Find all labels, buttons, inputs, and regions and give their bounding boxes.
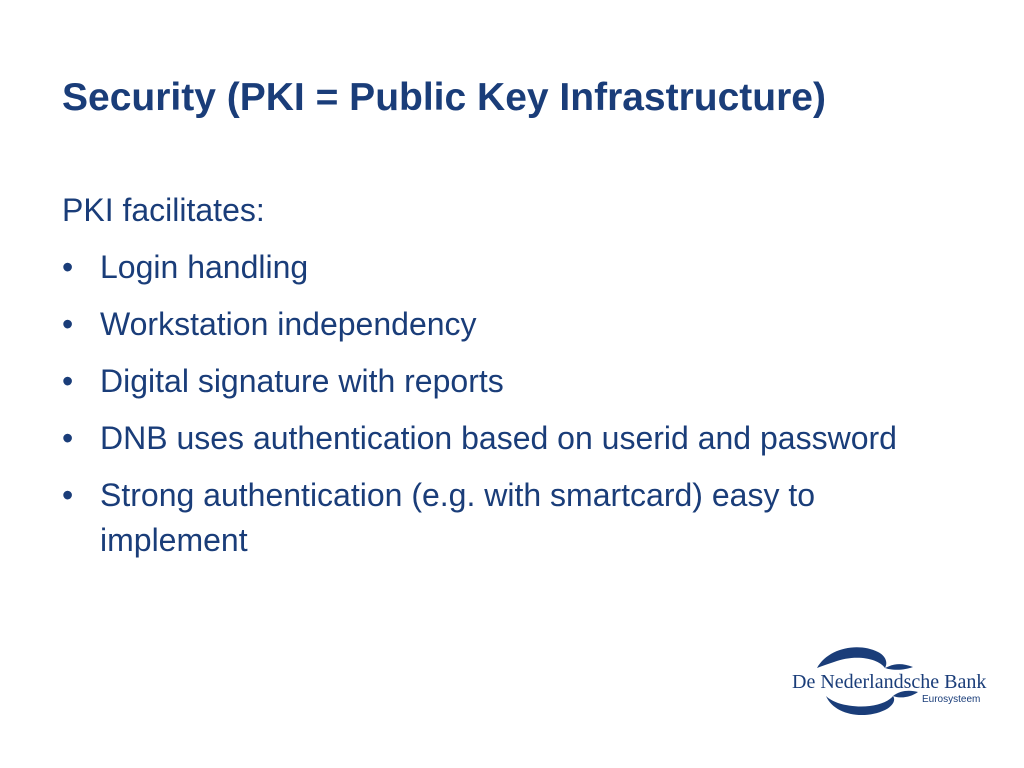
bullet-icon: • <box>62 249 74 285</box>
dnb-logo <box>790 640 987 720</box>
bullet-icon: • <box>62 306 74 342</box>
bullet-item-dnb-authentication <box>62 416 962 461</box>
slide-title: Security (PKI = Public Key Infrastructure) <box>62 76 826 119</box>
bullet-text: Workstation independency <box>100 306 477 342</box>
bullet-icon: • <box>62 363 74 399</box>
intro-text: PKI facilitates: <box>62 192 265 228</box>
bullet-item-digital-signature <box>62 359 962 404</box>
bullet-item-login-handling <box>62 245 962 290</box>
bullet-list <box>62 245 962 563</box>
bullet-text: Login handling <box>100 249 309 285</box>
logo-subtitle: Eurosysteem <box>922 694 981 705</box>
slide-body <box>62 188 962 575</box>
bullet-text: Digital signature with reports <box>100 363 504 399</box>
bullet-icon: • <box>62 420 74 456</box>
bullet-item-strong-authentication <box>62 473 962 563</box>
bullet-text: Strong authentication (e.g. with smartcard) easy to implement <box>100 477 816 558</box>
bullet-text: DNB uses authentication based on userid and password <box>100 420 897 456</box>
logo-name: De Nederlandsche Bank <box>792 671 987 693</box>
bullet-item-workstation-independency <box>62 302 962 347</box>
bullet-icon: • <box>62 477 74 513</box>
